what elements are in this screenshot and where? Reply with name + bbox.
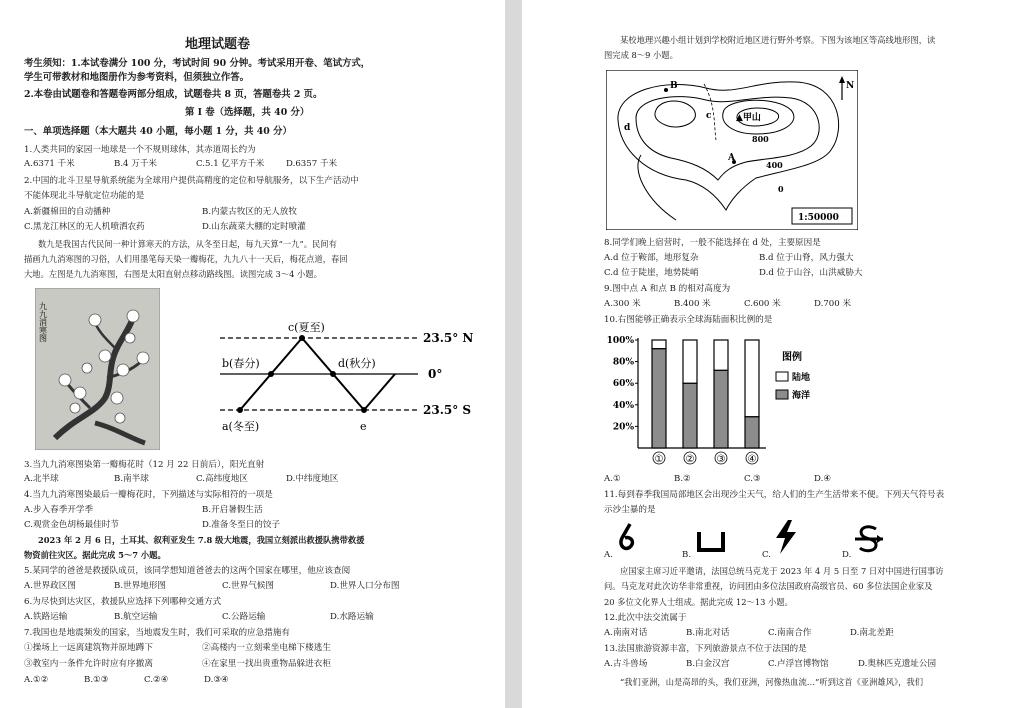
passage-1a: 数九是我国古代民间一种计算寒天的方法，从冬至日起，每九天算“一九”。民间有	[38, 239, 337, 249]
q6-option-a: A.铁路运输	[24, 612, 68, 622]
legend-label-land: 陆地	[792, 373, 811, 383]
q11-option-b: B.	[682, 550, 692, 560]
land-sea-chart-svg	[604, 330, 854, 470]
q2-option-a: A.新疆棉田的自动播种	[24, 207, 111, 217]
label-e: e	[360, 420, 367, 433]
q8-option-b: B.d 位于山脊，风力强大	[759, 253, 854, 263]
passage-4: “我们亚洲，山是高昂的头，我们亚洲，河像热血流…”听到这首《亚洲雄风》，我们	[620, 677, 924, 687]
chart-bar-land	[683, 340, 697, 383]
map-north-label: N	[846, 81, 855, 91]
contour-map	[606, 70, 858, 230]
chart-bar-sea	[652, 349, 666, 448]
sandstorm-symbol-icon	[616, 522, 640, 552]
q11-option-c: C.	[762, 550, 772, 560]
q11-options	[604, 520, 924, 562]
q12-stem: 12.此次中法交流属于	[604, 613, 687, 623]
intro-2: 图完成 8～9 小题。	[604, 50, 678, 60]
contour-800: 800	[752, 134, 769, 144]
q10-option-b: B.②	[674, 474, 691, 484]
legend-swatch-land	[776, 372, 788, 381]
chart-y-tick-label: 20%	[612, 422, 634, 433]
q9-stem: 9.图中点 A 和点 B 的相对高度为	[604, 284, 731, 294]
chart-legend-title: 图例	[782, 352, 802, 363]
notice-2: 2.本卷由试题卷和答题卷两部分组成，试题卷共 8 页，答题卷共 2 页。	[24, 89, 323, 100]
q7-item-4: ④在家里一找出贵重物品躲进衣柜	[202, 659, 331, 669]
q2-option-c: C.黑龙江林区的无人机喷洒农药	[24, 222, 145, 232]
q8-option-c: C.d 位于陡崖，地势陡峭	[604, 268, 699, 278]
q5-stem: 5.某同学的爸爸是救援队成员，该同学想知道爸爸去的这两个国家在哪里，他应该查阅	[24, 566, 351, 576]
label-a-winter: a(冬至)	[222, 420, 260, 433]
q11-option-a: A.	[604, 550, 613, 560]
q3-option-c: C.高纬度地区	[196, 474, 248, 484]
q3-option-d: D.中纬度地区	[286, 474, 339, 484]
q12-option-c: C.南南合作	[768, 628, 812, 638]
q4-option-d: D.准备冬至日的饺子	[202, 520, 281, 530]
q9-option-a: A.300 米	[604, 299, 641, 309]
contour-0: 0	[778, 184, 784, 194]
q4-stem: 4.当九九消寒图染最后一瓣梅花时，下列描述与实际相符的一项是	[24, 490, 273, 500]
q7-item-3: ③教室内一条件允许时应有序撤离	[24, 659, 153, 669]
right-page	[522, 0, 1024, 708]
q8-option-a: A.d 位于鞍部，地形复杂	[604, 253, 699, 263]
q4-option-c: C.观赏金色胡杨最佳时节	[24, 520, 119, 530]
q9-option-c: C.600 米	[744, 299, 781, 309]
q8-stem: 8.同学们晚上宿营时，一般不能选择在 d 处，主要原因是	[604, 238, 821, 248]
notice-1b: 学生可带教材和地图册作为参考资料，但须独立作答。	[24, 72, 250, 83]
q3-option-b: B.南半球	[114, 474, 149, 484]
q8-option-d: D.d 位于山谷，山洪威胁大	[759, 268, 863, 278]
q6-stem: 6.为尽快到达灾区，救援队应选择下列哪种交通方式	[24, 597, 222, 607]
q1-stem: 1.人类共同的家园一地球是一个不规则球体，其赤道周长约为	[24, 145, 256, 155]
passage-3a: 应国家主席习近平邀请，法国总统马克龙于 2023 年 4 月 5 日至 7 日对中国进行国事访	[620, 566, 944, 576]
q13-option-c: C.卢浮宫博物馆	[768, 659, 829, 669]
q11-stem: 11.每到春季我国局部地区会出现沙尘天气，给人们的生产生活带来不便。下列天气符号表	[604, 490, 945, 500]
q7-option-d: D.③④	[204, 675, 229, 685]
q1-option-b: B.4 万千米	[114, 159, 158, 169]
lat-equator: 0°	[428, 367, 443, 381]
q7-option-b: B.①③	[84, 675, 109, 685]
legend-label-sea: 海洋	[792, 391, 811, 401]
q13-option-a: A.古斗兽场	[604, 659, 648, 669]
map-label-c: c	[706, 111, 712, 121]
q12-option-b: B.南北对话	[686, 628, 730, 638]
q11-stem-b: 示沙尘暴的是	[604, 505, 656, 515]
q5-option-d: D.世界人口分布图	[330, 581, 400, 591]
q13-stem: 13.法国旅游资源丰富，下列旅游景点不位于法国的是	[604, 644, 807, 654]
q6-option-d: D.水路运输	[330, 612, 374, 622]
q5-option-a: A.世界政区图	[24, 581, 76, 591]
passage-3b: 问。马克龙对此次访华非常重视，访问团由多位法国政府高级官员、60 多位法国企业家及	[604, 581, 933, 591]
q10-option-d: D.④	[814, 474, 832, 484]
intro-1: 某校地理兴趣小组计划到学校附近地区进行野外考察。下图为该地区等高线地形图，读	[620, 35, 936, 45]
frost-symbol-icon	[696, 528, 726, 554]
q12-option-d: D.南北差距	[850, 628, 894, 638]
q11-option-d: D.	[842, 550, 852, 560]
q3-option-a: A.北半球	[24, 474, 59, 484]
label-d-autumn: d(秋分)	[338, 357, 376, 370]
q7-item-2: ②高楼内一立刻乘坐电梯下楼逃生	[202, 643, 331, 653]
q10-option-c: C.③	[744, 474, 761, 484]
passage-3c: 20 多位文化界人士组成。据此完成 12～13 小题。	[604, 597, 793, 607]
land-sea-chart	[604, 330, 854, 470]
sand-blowing-symbol-icon	[854, 524, 884, 554]
chart-category-label: ③	[716, 454, 726, 465]
chart-bar-sea	[714, 370, 728, 448]
q1-option-c: C.5.1 亿平方千米	[196, 159, 265, 169]
left-page	[0, 0, 505, 708]
q5-option-b: B.世界地形图	[114, 581, 167, 591]
q10-option-a: A.①	[604, 474, 621, 484]
q3-stem: 3.当九九消寒图染第一瓣梅花时（12 月 22 日前后），阳光直射	[24, 460, 265, 470]
q7-item-1: ①操场上一远离建筑物并原地蹲下	[24, 643, 153, 653]
part-1-heading: 第 I 卷（选择题，共 40 分）	[185, 107, 310, 118]
q13-option-d: D.奥林匹克遗址公园	[858, 659, 937, 669]
lightning-symbol-icon	[774, 520, 798, 554]
chart-bar-land	[652, 340, 666, 349]
q12-option-a: A.南南对话	[604, 628, 648, 638]
q13-option-b: B.白金汉宫	[686, 659, 730, 669]
label-b-spring: b(春分)	[222, 357, 260, 370]
q1-option-a: A.6371 千米	[24, 159, 75, 169]
map-label-d: d	[624, 123, 631, 133]
notice-1: 考生须知：1.本试卷满分 100 分，考试时间 90 分钟。考试采用开卷、笔试方式，	[24, 58, 371, 69]
passage-2a: 2023 年 2 月 6 日，土耳其、叙利亚发生 7.8 级大地震，我国立刻派出救援队携带救援	[38, 535, 365, 545]
q9-option-b: B.400 米	[674, 299, 711, 309]
chart-category-label: ④	[747, 454, 757, 465]
exam-title: 地理试题卷	[185, 37, 251, 52]
q7-option-c: C.②④	[144, 675, 169, 685]
q2-option-b: B.内蒙古牧区的无人放牧	[202, 207, 297, 217]
q7-option-a: A.①②	[24, 675, 49, 685]
chart-y-tick-label: 40%	[612, 400, 634, 411]
passage-2b: 物资前往灾区。据此完成 5～7 小题。	[24, 550, 166, 560]
lat-south: 23.5° S	[423, 403, 472, 417]
chart-category-label: ①	[654, 454, 664, 465]
q2-option-d: D.山东蔬菜大棚的定时喷灌	[202, 222, 306, 232]
q7-stem: 7.我国也是地震频发的国家，当地震发生时，我们可采取的应急措施有	[24, 628, 291, 638]
chart-y-tick-label: 100%	[606, 336, 634, 346]
lat-north: 23.5° N	[423, 331, 474, 345]
q10-stem: 10.右图能够正确表示全球海陆面积比例的是	[604, 315, 773, 325]
legend-swatch-sea	[776, 390, 788, 399]
q2-stem: 2.中国的北斗卫星导航系统能为全球用户提供高精度的定位和导航服务，以下生产活动中	[24, 176, 359, 186]
map-label-a: A	[728, 153, 735, 163]
chart-y-tick-label: 60%	[612, 379, 634, 390]
q6-option-b: B.航空运输	[114, 612, 158, 622]
map-peak-label: ▲甲山	[736, 113, 761, 123]
passage-1c: 大地。左图是九九消寒图，右图是太阳直射点移动路线图。读图完成 3～4 小题。	[24, 269, 322, 279]
chart-bar-sea	[683, 383, 697, 448]
q9-option-d: D.700 米	[814, 299, 852, 309]
chart-bar-land	[714, 340, 728, 370]
map-label-b: B	[670, 81, 678, 91]
q4-option-b: B.开启暑假生活	[202, 505, 263, 515]
chart-category-label: ②	[685, 454, 695, 465]
q2-stem-b: 不能体现北斗导航定位功能的是	[24, 191, 145, 201]
q6-option-c: C.公路运输	[222, 612, 266, 622]
contour-400: 400	[766, 160, 783, 170]
q5-option-c: C.世界气候图	[222, 581, 274, 591]
passage-1b: 描画九九消寒图的习俗，人们用墨笔每天染一瓣梅花，九九八十一天后，梅花点道，春回	[24, 254, 348, 264]
sun-path-diagram	[210, 318, 495, 438]
q4-option-a: A.步入春季开学季	[24, 505, 94, 515]
label-c-summer: c(夏至)	[288, 321, 325, 334]
chart-y-tick-label: 80%	[612, 357, 634, 368]
plum-figure-title: 九九消寒图	[38, 302, 48, 342]
plum-blossom-figure	[35, 288, 160, 450]
section-1-heading: 一、单项选择题（本大题共 40 小题，每小题 1 分，共 40 分）	[24, 126, 292, 137]
chart-bar-land	[745, 340, 759, 417]
q1-option-d: D.6357 千米	[286, 159, 338, 169]
map-scale: 1:50000	[798, 213, 839, 223]
chart-bar-sea	[745, 417, 759, 448]
